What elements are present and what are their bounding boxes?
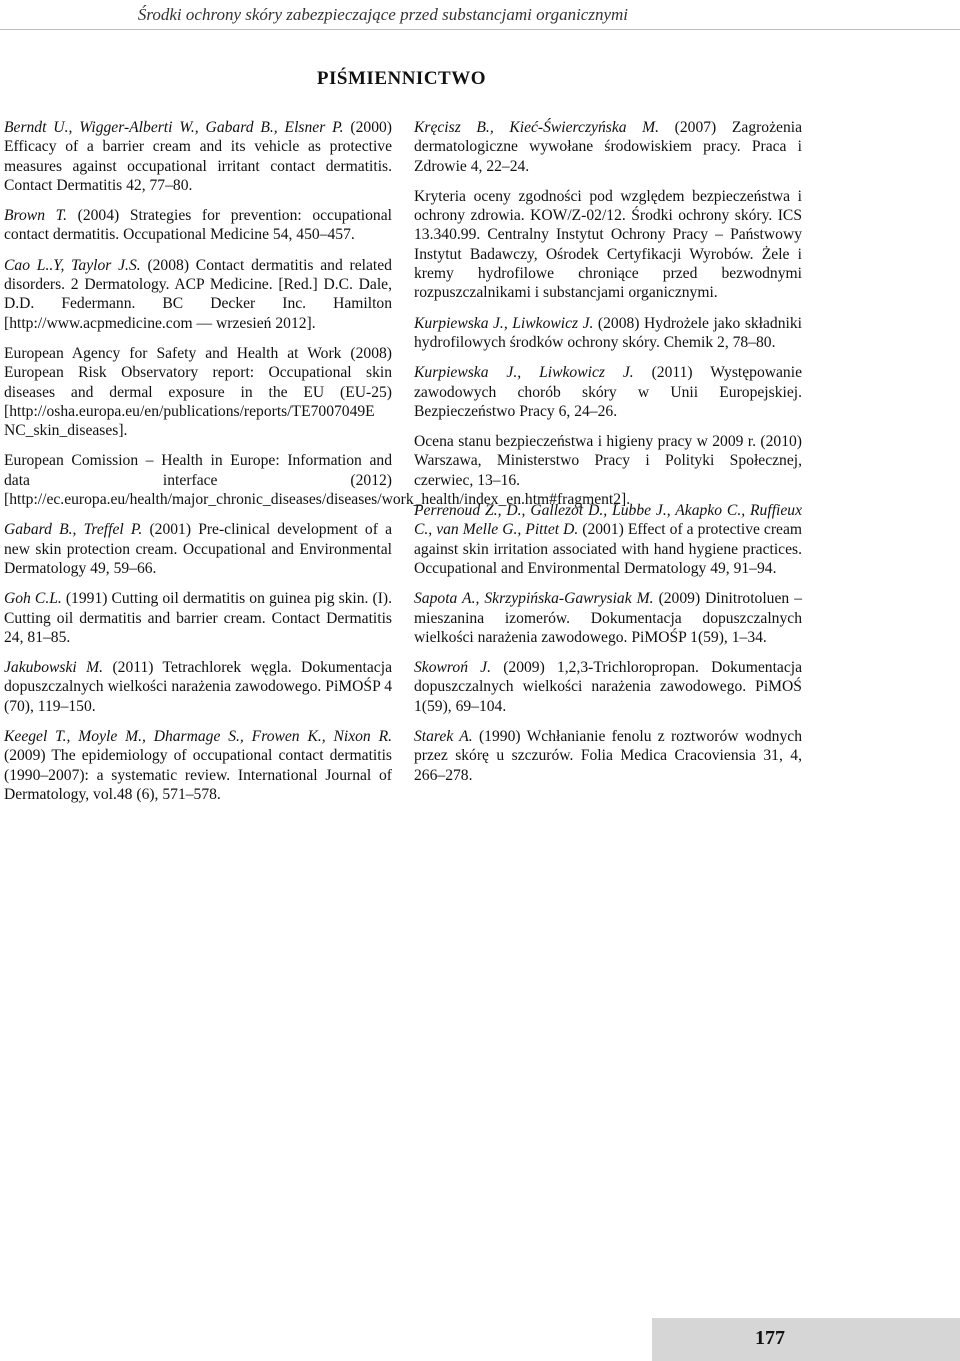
- reference-authors: Gabard B., Treffel P.: [4, 521, 143, 539]
- references-right-column: [414, 118, 802, 796]
- reference-authors: Perrenoud Z., D., Gallezot D., Lubbe J., Akapko C., Ruffieux C., van Melle G., Pittet D.: [414, 502, 802, 539]
- reference-authors: Kręcisz B., Kieć-Świerczyńska M.: [414, 119, 660, 136]
- reference-text: (2001) Effect of a protective cream against skin irritation associated with hand hygiene practices. Occupational and Environmental Dermatology 49, 91–94.: [414, 521, 803, 577]
- reference-entry: [414, 501, 802, 578]
- reference-entry: [4, 589, 392, 647]
- reference-entry: [4, 206, 392, 245]
- reference-entry: [414, 118, 802, 176]
- reference-entry: [414, 432, 802, 490]
- reference-text: (1990) Wchłanianie fenolu z roztworów wodnych przez skórę u szczurów. Folia Medica Cracoviensia 31, 4, 266–278.: [414, 728, 802, 784]
- reference-text: Kryteria oceny zgodności pod względem bezpieczeństwa i ochrony zdrowia. KOW/Z-02/12. Środki ochrony skóry. ICS 13.340.99. Centralny Instytut Ochrony Pracy – Państwowy Instytut Badawczy, Ośrodek Certyfikacji Wyrobów. Żele i kremy hydrofilowe chroniące przed bezwodnymi rozpuszczalnikami i substancjami organicznymi.: [414, 187, 802, 302]
- reference-entry: [414, 589, 802, 647]
- reference-text: (2011) Występowanie zawodowych chorób skóry w Unii Europejskiej. Bezpieczeństwo Pracy 6, 24–26.: [414, 364, 802, 420]
- reference-authors: Skowroń J.: [414, 659, 492, 677]
- reference-entry: [414, 658, 802, 716]
- reference-authors: Cao L..Y, Taylor J.S.: [4, 256, 141, 274]
- reference-entry: [4, 727, 392, 804]
- reference-text: (2004) Strategies for prevention: occupational contact dermatitis. Occupational Medicine 54, 450–457.: [4, 207, 392, 244]
- section-title: PIŚMIENNICTWO: [316, 68, 486, 89]
- reference-entry: [414, 727, 802, 785]
- page-number: 177: [755, 1327, 785, 1349]
- reference-entry: [4, 451, 631, 509]
- reference-text: European Comission – Health in Europe: Information and data interface (2012) [http://ec.europa.eu/health/major_chronic_diseases/diseases/work_health/index_en.htm#fragment2].: [4, 452, 631, 509]
- reference-text: (2008) Contact dermatitis and related disorders. 2 Dermatology. ACP Medicine. [Red.] D.C. Dale, D.D. Federmann. BC Decker Inc. Hamilton [http://www.acpmedicine.com — wrzesień 2012].: [4, 256, 392, 332]
- running-header-title: Środki ochrony skóry zabezpieczające przed substancjami organicznymi: [137, 5, 628, 24]
- reference-entry: [4, 520, 392, 578]
- reference-text: (2001) Pre-clinical development of a new skin protection cream. Occupational and Environmental Dermatology 49, 59–66.: [4, 521, 392, 577]
- reference-text: Ocena stanu bezpieczeństwa i higieny pracy w 2009 r. (2010) Warszawa, Ministerstwo Pracy i Polityki Społecznej, czerwiec, 13–16.: [414, 433, 802, 489]
- reference-authors: Keegel T., Moyle M., Dharmage S., Frowen K., Nixon R.: [4, 728, 392, 746]
- reference-authors: Sapota A., Skrzypińska-Gawrysiak M.: [414, 590, 654, 608]
- reference-authors: Jakubowski M.: [4, 659, 104, 677]
- reference-text: (2007) Zagrożenia dermatologiczne wywołane środowiskiem pracy. Praca i Zdrowie 4, 22–24.: [414, 119, 802, 175]
- reference-text: European Agency for Safety and Health at Work (2008) European Risk Observatory report: Occupational skin diseases and dermal exposure in the EU (EU-25) [http://osha.europa.eu/en/publications/reports/TE7007049E NC_skin_diseases].: [4, 344, 392, 440]
- reference-text: (2009) Dinitrotoluen – mieszanina izomerów. Dokumentacja dopuszczalnych wielkości narażenia zawodowego. PiMOŚP 1(59), 1–34.: [414, 590, 802, 646]
- reference-text: (1991) Cutting oil dermatitis on guinea pig skin. (I). Cutting oil dermatitis and barrier cream. Contact Dermatitis 24, 81–85.: [4, 590, 392, 646]
- reference-text: (2011) Tetrachlorek węgla. Dokumentacja dopuszczalnych wielkości narażenia zawodowego. PiMOŚP 4 (70), 119–150.: [4, 659, 392, 715]
- reference-entry: [414, 363, 802, 421]
- reference-authors: Brown T.: [4, 207, 68, 225]
- reference-authors: Kurpiewska J., Liwkowicz J.: [414, 314, 594, 332]
- reference-authors: Kurpiewska J., Liwkowicz J.: [414, 364, 634, 382]
- reference-text: (2000) Efficacy of a barrier cream and its vehicle as protective measures against occupational irritant contact dermatitis. Contact Dermatitis 42, 77–80.: [4, 119, 392, 194]
- running-header: [0, 0, 960, 30]
- reference-entry: [4, 256, 392, 333]
- reference-entry: [4, 344, 392, 440]
- reference-authors: Goh C.L.: [4, 590, 62, 608]
- reference-entry: [414, 187, 802, 303]
- reference-authors: Starek A.: [414, 728, 473, 746]
- reference-text: (2009) 1,2,3-Trichloropropan. Dokumentacja dopuszczalnych wielkości narażenia zawodowego. PiMOŚ 1(59), 69–104.: [414, 659, 802, 715]
- reference-entry: [4, 658, 392, 716]
- reference-authors: Berndt U., Wigger-Alberti W., Gabard B., Elsner P.: [4, 119, 344, 136]
- reference-text: (2009) The epidemiology of occupational contact dermatitis (1990–2007): a systematic review. International Journal of Dermatology, vol.48 (6), 571–578.: [4, 747, 392, 803]
- reference-text: (2008) Hydrożele jako składniki hydrofilowych środków ochrony skóry. Chemik 2, 78–80.: [414, 314, 802, 351]
- reference-entry: [4, 118, 392, 195]
- reference-entry: [414, 314, 802, 353]
